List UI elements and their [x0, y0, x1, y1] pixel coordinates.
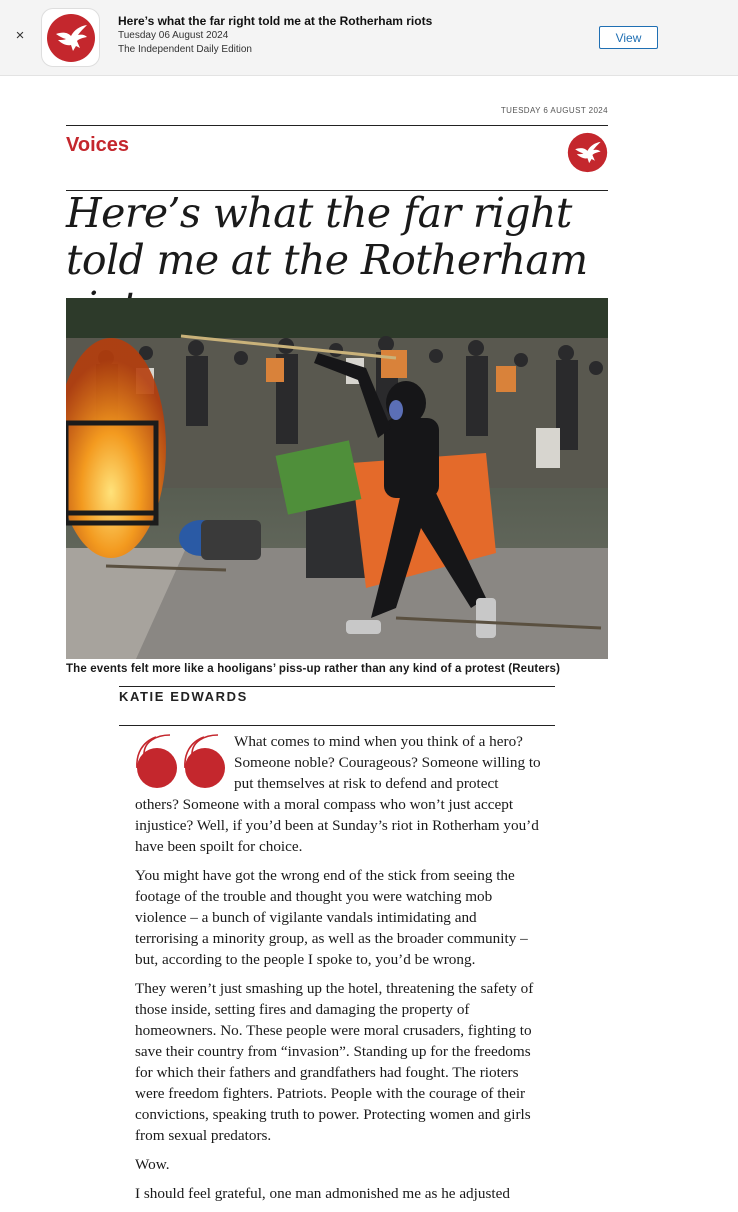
banner-title: Here’s what the far right told me at the Rotherham riots	[118, 14, 433, 28]
photo-caption: The events felt more like a hooligans’ piss-up rather than any kind of a protest (Reuters)	[66, 663, 561, 675]
paragraph: You might have got the wrong end of the stick from seeing the footage of the trouble and thought you were watching mob violence – a bunch of vigilante vandals intimidating and terrorising a minority group, as well as the broader community – but, according to the people I spoke to, you’d be wrong.	[135, 867, 528, 968]
divider	[119, 686, 555, 687]
banner-date: Tuesday 06 August 2024	[118, 30, 229, 41]
riot-photo[interactable]	[66, 298, 608, 659]
app-icon[interactable]	[41, 8, 100, 67]
divider	[119, 725, 555, 726]
byline[interactable]: KATIE EDWARDS	[119, 689, 248, 704]
close-icon[interactable]: ×	[15, 27, 25, 44]
headline: Here’s what the far right told me at the Rotherham	[66, 189, 588, 284]
article-body	[135, 731, 543, 1212]
dateline: TUESDAY 6 AUGUST 2024	[500, 106, 608, 115]
section-label[interactable]: Voices	[66, 134, 129, 156]
banner-publication: The Independent Daily Edition	[118, 44, 252, 55]
independent-eagle-logo-icon	[567, 132, 608, 173]
divider	[66, 125, 608, 126]
independent-eagle-logo-icon	[46, 13, 96, 63]
paragraph: Wow.	[135, 1156, 170, 1173]
view-button[interactable]: View	[599, 26, 658, 49]
paragraph: I should feel grateful, one man admonished me as he adjusted	[135, 1185, 510, 1202]
paragraph: What comes to mind when you think of a hero? Someone noble? Courageous? Someone willing to put themselves at risk to defend and protect others? Someone with a moral compass who won’t just accept injustice? Well, if you’d been at Sunday’s riot in Rotherham you’d have been spoilt for choice.	[135, 733, 541, 855]
paragraph: They weren’t just smashing up the hotel, threatening the safety of those inside, setting fires and damaging the property of homeowners. No. These people were moral crusaders, fighting to save their country from “invasion”. Standing up for the freedoms for which their fathers and grandfathers had fought. The rioters were freedom fighters. Patriots. People with the courage of their convictions, speaking truth to power. Protecting women and girls from sexual predators.	[135, 980, 534, 1144]
app-banner	[0, 0, 738, 76]
